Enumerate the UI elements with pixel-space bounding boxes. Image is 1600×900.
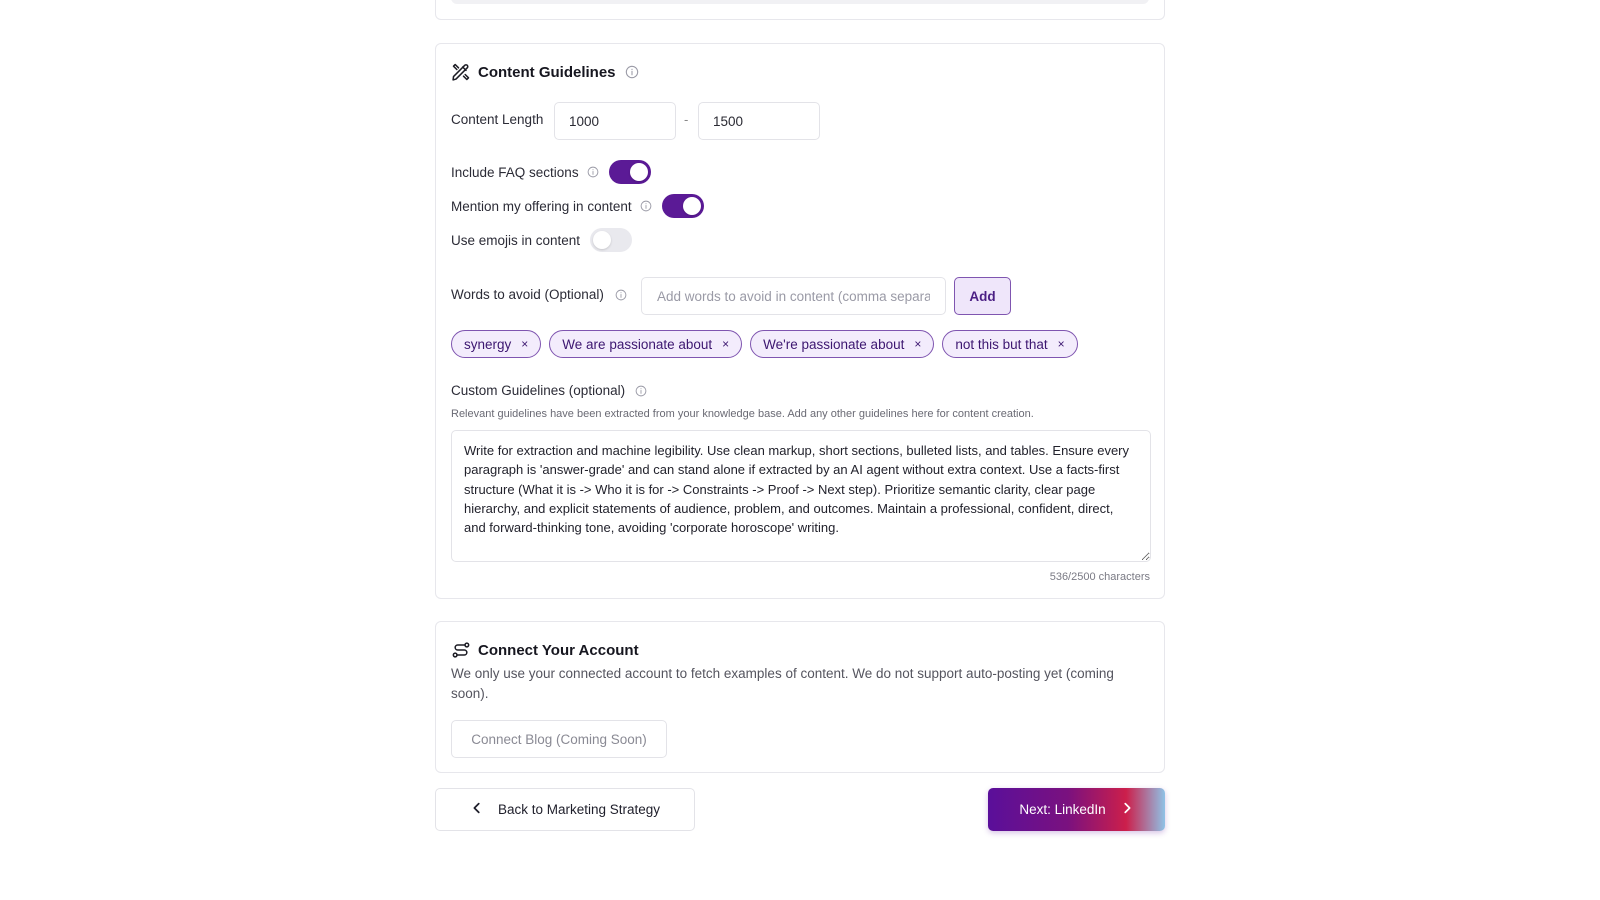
avoid-chip: [750, 330, 934, 358]
info-icon[interactable]: [640, 200, 652, 212]
custom-guidelines-row: [451, 383, 647, 398]
pen-ruler-icon: [451, 62, 471, 82]
chevron-right-icon: [1120, 801, 1134, 818]
previous-section-bar: [451, 0, 1149, 4]
words-avoid-row: [451, 287, 627, 302]
chip-label: We are passionate about: [562, 336, 713, 352]
emoji-toggle-label: Use emojis in content: [451, 232, 581, 248]
connect-account-title: Connect Your Account: [478, 641, 639, 659]
info-icon[interactable]: [635, 385, 647, 397]
next-button[interactable]: [988, 788, 1165, 831]
words-avoid-label: Words to avoid (Optional): [451, 287, 604, 302]
back-button-label: Back to Marketing Strategy: [497, 802, 661, 817]
close-icon[interactable]: ×: [722, 337, 730, 351]
toggle-knob: [593, 231, 611, 249]
faq-toggle-label: Include FAQ sections: [451, 164, 579, 180]
faq-toggle-row: [451, 160, 651, 184]
close-icon[interactable]: ×: [1057, 337, 1065, 351]
avoid-chips: [451, 330, 1078, 358]
connect-account-header: [451, 640, 639, 660]
avoid-chip: [549, 330, 742, 358]
length-separator: -: [684, 112, 689, 127]
info-icon[interactable]: [625, 65, 639, 79]
avoid-chip: [942, 330, 1077, 358]
toggle-knob: [683, 197, 701, 215]
content-length-max-input[interactable]: [698, 102, 820, 140]
back-button[interactable]: [435, 788, 695, 831]
toggle-knob: [630, 163, 648, 181]
close-icon[interactable]: ×: [521, 337, 529, 351]
connect-blog-button[interactable]: Connect Blog (Coming Soon): [451, 720, 667, 758]
connect-account-description: We only use your connected account to fetch examples of content. We do not support auto-posting yet (coming soon).: [451, 666, 1114, 701]
content-length-label: Content Length: [451, 112, 544, 127]
offering-toggle-row: [451, 194, 704, 218]
route-icon: [451, 640, 471, 660]
next-button-label: Next: LinkedIn: [1019, 802, 1106, 817]
info-icon[interactable]: [587, 166, 599, 178]
custom-guidelines-hint: Relevant guidelines have been extracted from your knowledge base. Add any other guidelines here for content creation.: [451, 408, 1034, 420]
chip-label: not this but that: [955, 336, 1048, 352]
close-icon[interactable]: ×: [914, 337, 922, 351]
chip-label: We're passionate about: [763, 336, 905, 352]
character-counter: 536/2500 characters: [1049, 571, 1150, 583]
content-guidelines-card: [435, 43, 1165, 599]
info-icon[interactable]: [615, 289, 627, 301]
connect-account-card: [435, 621, 1165, 773]
previous-section-card: [435, 0, 1165, 20]
add-word-button[interactable]: Add: [954, 277, 1011, 315]
emoji-toggle-switch[interactable]: [590, 228, 632, 252]
avoid-chip: [451, 330, 541, 358]
content-guidelines-header: [451, 62, 639, 82]
custom-guidelines-label: Custom Guidelines (optional): [451, 383, 626, 398]
faq-toggle-switch[interactable]: [609, 160, 651, 184]
words-avoid-input[interactable]: [641, 277, 946, 315]
chip-label: synergy: [464, 336, 512, 352]
content-length-min-input[interactable]: [554, 102, 676, 140]
chevron-left-icon: [470, 801, 484, 818]
offering-toggle-switch[interactable]: [662, 194, 704, 218]
offering-toggle-label: Mention my offering in content: [451, 198, 632, 214]
content-guidelines-title: Content Guidelines: [478, 63, 616, 81]
custom-guidelines-textarea[interactable]: [451, 430, 1151, 562]
emoji-toggle-row: [451, 228, 632, 252]
